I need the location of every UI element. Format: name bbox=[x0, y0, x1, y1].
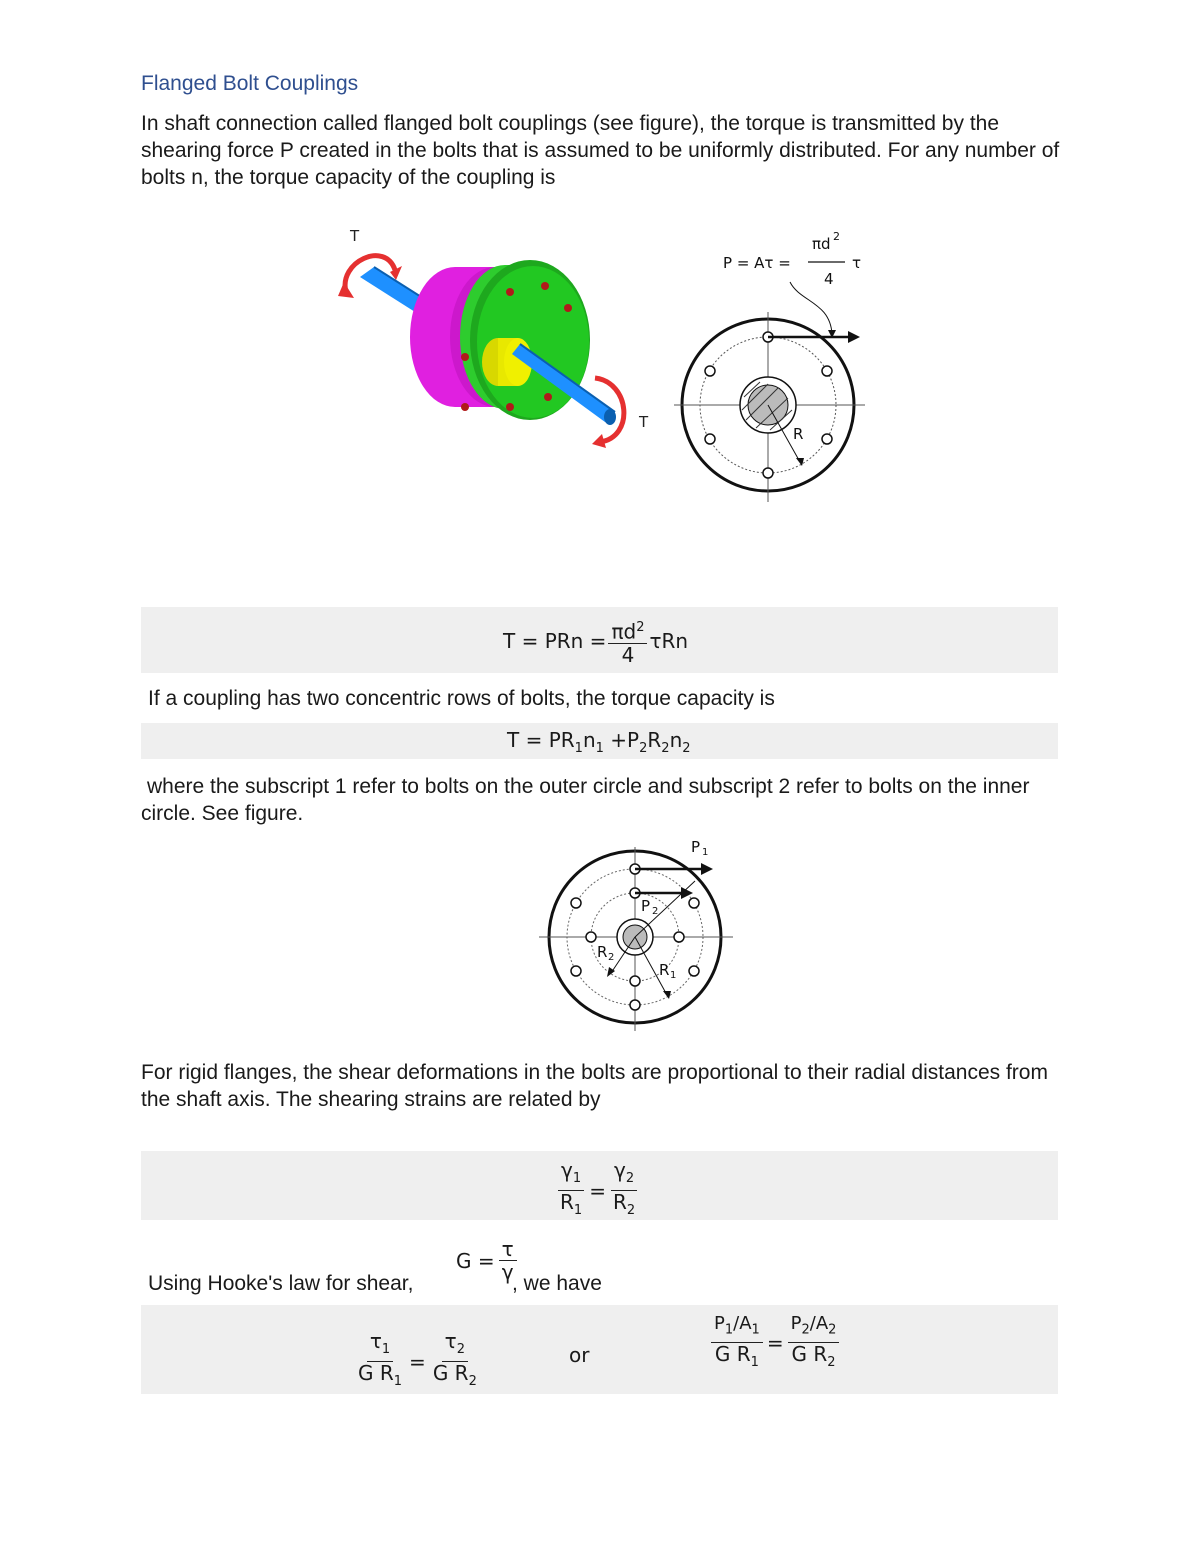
gamma1: γ bbox=[561, 1158, 573, 1182]
torque-equation: T = PRn = $\frac{\pi d^2}{4}$ τRn bbox=[503, 617, 688, 666]
equation-band-4 bbox=[141, 1305, 1058, 1394]
equation-band-1 bbox=[141, 607, 1058, 673]
bolt-force-numerator: πd bbox=[812, 235, 831, 253]
r1-label: R bbox=[659, 961, 670, 979]
bolt-dot bbox=[461, 353, 469, 361]
shear-modulus-equation bbox=[456, 1238, 517, 1283]
bolt-dot bbox=[544, 393, 552, 401]
bolt-force-formula: P = Aτ = bbox=[723, 254, 791, 272]
a1-num: A bbox=[739, 1313, 752, 1334]
torque-eq-numerator: πd bbox=[611, 619, 637, 644]
svg-text:2: 2 bbox=[833, 230, 840, 243]
bolt-dot bbox=[541, 282, 549, 290]
bolt-dot bbox=[461, 403, 469, 411]
g1r1: G R bbox=[358, 1361, 394, 1385]
tau2: τ bbox=[444, 1329, 457, 1353]
torque-eq-lhs: T = PRn = bbox=[503, 629, 607, 654]
r1: R bbox=[560, 1190, 574, 1214]
bolt-dot bbox=[506, 288, 514, 296]
rigid-flange-paragraph: For rigid flanges, the shear deformations in the bolts are proportional to their radial distances from the shaft axis. The shearing strains are related by bbox=[141, 1061, 1048, 1111]
g1r1-den: G R bbox=[714, 1341, 751, 1366]
two-row-flange-figure bbox=[535, 835, 735, 1035]
intro-paragraph: In shaft connection called flanged bolt couplings (see figure), the torque is transmitted by the shearing force P created in the bolts that is assumed to be uniformly distributed. For any number of bolts n, the torque capacity of the coupling is bbox=[141, 112, 1060, 189]
equation-band-3 bbox=[141, 1151, 1058, 1220]
radius-label: R bbox=[793, 425, 804, 443]
page-title: Flanged Bolt Couplings bbox=[141, 72, 359, 95]
bolt-force-denominator: 4 bbox=[824, 270, 834, 288]
torque-label-top: T bbox=[350, 227, 360, 245]
stress-ratio-equation: $\frac{\tau_1}{G R_1}$ = $\frac{\tau_2}{G R_2}$ bbox=[358, 1329, 477, 1389]
svg-text:1: 1 bbox=[702, 847, 709, 858]
two-rows-paragraph: If a coupling has two concentric rows of bolts, the torque capacity is bbox=[148, 687, 775, 710]
g-equals: G = bbox=[456, 1248, 495, 1273]
coupling-3d-figure bbox=[330, 222, 670, 452]
svg-text:2: 2 bbox=[608, 952, 615, 963]
eq2-part-a: T = PR bbox=[507, 728, 575, 752]
r2-label: R bbox=[597, 943, 608, 961]
flange-section-figure bbox=[670, 222, 880, 507]
svg-text:2: 2 bbox=[652, 906, 659, 917]
g2r2-den: G R bbox=[791, 1341, 828, 1366]
eq2-part-b: n bbox=[582, 728, 596, 752]
p2-label: P bbox=[641, 897, 651, 915]
bolt-dot bbox=[564, 304, 572, 312]
p1-num: P bbox=[714, 1313, 725, 1334]
svg-text:1: 1 bbox=[670, 970, 677, 981]
equation-band-2 bbox=[141, 723, 1058, 759]
tau1: τ bbox=[369, 1329, 382, 1353]
g2r2: G R bbox=[432, 1361, 469, 1385]
eq2-part-e: n bbox=[669, 728, 683, 752]
p2-num: P bbox=[790, 1313, 802, 1334]
eq2-part-c: +P bbox=[603, 728, 640, 752]
or-text: or bbox=[569, 1343, 590, 1367]
bolt-dot bbox=[506, 403, 514, 411]
r2: R bbox=[612, 1190, 627, 1214]
bolt-force-tau: τ bbox=[852, 254, 862, 272]
p1-label: P bbox=[691, 838, 701, 856]
eq2-part-d: R bbox=[647, 728, 662, 752]
we-have-text: , we have bbox=[512, 1272, 602, 1295]
strain-ratio-equation: $\frac{\gamma_1}{R_1}$ = $\frac{\gamma_2}{R_2}$ bbox=[560, 1158, 636, 1218]
hooke-text: Using Hooke's law for shear, bbox=[148, 1272, 414, 1295]
gamma2: γ bbox=[613, 1158, 626, 1182]
hooke-num: τ bbox=[499, 1238, 517, 1261]
a2-num: A bbox=[815, 1313, 829, 1334]
two-row-torque-equation: $T = PR_1n_1 +P_2R_2n_2$ bbox=[507, 728, 691, 756]
torque-eq-tail: τRn bbox=[649, 629, 689, 654]
hooke-den: γ bbox=[501, 1260, 514, 1284]
force-area-equation: $\frac{P_1/A_1}{G R_1}$ = $\frac{P_2/A_2}{G R_2}$ bbox=[711, 1313, 839, 1374]
subscript-paragraph-text: where the subscript 1 refer to bolts on the outer circle and subscript 2 refer to bolts on the inner circle. See figure. bbox=[141, 775, 1030, 825]
subscript-paragraph bbox=[141, 773, 1061, 827]
torque-eq-denominator: 4 bbox=[621, 642, 635, 667]
torque-label-bottom: T bbox=[639, 413, 649, 431]
